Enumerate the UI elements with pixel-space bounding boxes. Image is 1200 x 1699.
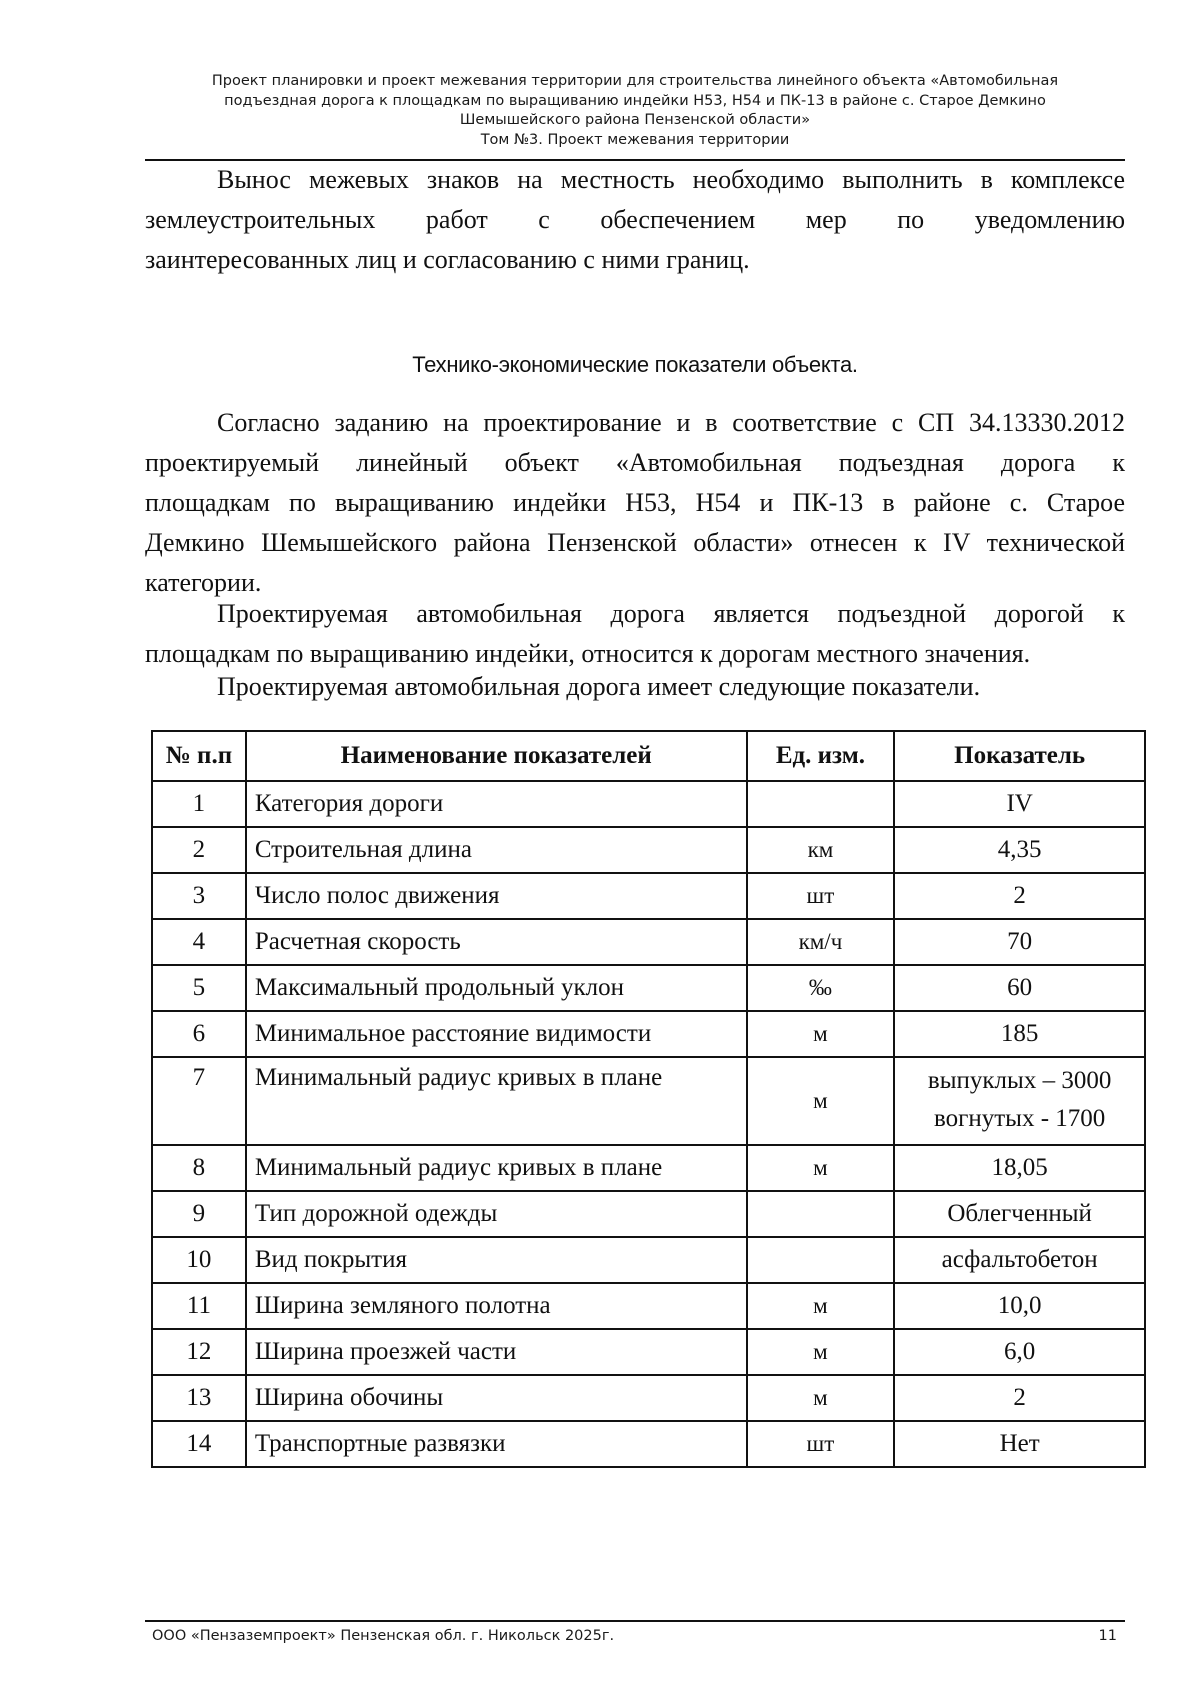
text-line: заинтересованных лиц и согласованию с ними границ. xyxy=(145,245,750,274)
row-name: Ширина обочины xyxy=(246,1375,747,1421)
footer-company: ООО «Пензаземпроект» Пензенская обл. г. Никольск 2025г. xyxy=(152,1628,615,1644)
paragraph-2 xyxy=(145,594,1125,674)
table-row xyxy=(152,1283,1145,1329)
header-line: Том №3. Проект межевания территории xyxy=(480,131,790,148)
row-value: Облегченный xyxy=(894,1191,1145,1237)
header-cell-unit: Ед. изм. xyxy=(747,731,895,781)
page-number: 11 xyxy=(1098,1628,1117,1644)
table-row xyxy=(152,1329,1145,1375)
row-unit: км xyxy=(747,827,895,873)
row-value: 4,35 xyxy=(894,827,1145,873)
row-name: Ширина проезжей части xyxy=(246,1329,747,1375)
text-line: площадкам по выращиванию индейки Н53, Н54 и ПК-13 в районе с. Старое xyxy=(145,488,1125,517)
text-line: Демкино Шемышейского района Пензенской области» отнесен к IV технической xyxy=(145,528,1125,557)
row-number: 5 xyxy=(152,965,246,1011)
row-name: Категория дороги xyxy=(246,781,747,827)
text-line: Согласно заданию на проектирование и в соответствие с СП 34.13330.2012 xyxy=(217,408,1125,437)
row-value: 2 xyxy=(894,1375,1145,1421)
table-header-row xyxy=(152,731,1145,781)
header-line: Проект планировки и проект межевания территории для строительства линейного объекта «Автомобильная xyxy=(211,73,1059,89)
row-number: 8 xyxy=(152,1145,246,1191)
row-number: 13 xyxy=(152,1375,246,1421)
row-value xyxy=(894,1057,1145,1145)
row-name: Ширина земляного полотна xyxy=(246,1283,747,1329)
header-cell-value: Показатель xyxy=(894,731,1145,781)
row-unit: м xyxy=(747,1011,895,1057)
row-name: Транспортные развязки xyxy=(246,1421,747,1467)
row-value: асфальтобетон xyxy=(894,1237,1145,1283)
row-name: Тип дорожной одежды xyxy=(246,1191,747,1237)
paragraph-3 xyxy=(145,667,1125,707)
row-name: Максимальный продольный уклон xyxy=(246,965,747,1011)
header-line: Шемышейского района Пензенской области» xyxy=(459,112,811,128)
row-name: Минимальный радиус кривых в плане xyxy=(246,1057,747,1145)
table-row xyxy=(152,1011,1145,1057)
header-cell-number: № п.п xyxy=(152,731,246,781)
row-name: Минимальное расстояние видимости xyxy=(246,1011,747,1057)
row-unit: ‰ xyxy=(747,965,895,1011)
page-header xyxy=(145,72,1125,150)
table-row xyxy=(152,1375,1145,1421)
row-number: 12 xyxy=(152,1329,246,1375)
row-unit: шт xyxy=(747,1421,895,1467)
row-value: 2 xyxy=(894,873,1145,919)
indicators-table xyxy=(151,730,1146,1468)
row-name: Минимальный радиус кривых в плане xyxy=(246,1145,747,1191)
row-unit: м xyxy=(747,1283,895,1329)
row-unit: м xyxy=(747,1057,895,1145)
section-title: Технико-экономические показатели объекта. xyxy=(412,352,858,377)
table-row xyxy=(152,1421,1145,1467)
paragraph-1 xyxy=(145,403,1125,603)
row-name: Строительная длина xyxy=(246,827,747,873)
row-value: 18,05 xyxy=(894,1145,1145,1191)
row-number: 14 xyxy=(152,1421,246,1467)
row-unit xyxy=(747,1191,895,1237)
value-line: выпуклых – 3000 xyxy=(927,1067,1112,1094)
header-line: подъездная дорога к площадкам по выращиванию индейки Н53, Н54 и ПК-13 в районе с. Старое Демкино xyxy=(224,92,1046,109)
table-row xyxy=(152,1191,1145,1237)
row-unit xyxy=(747,1237,895,1283)
row-name: Число полос движения xyxy=(246,873,747,919)
row-name: Вид покрытия xyxy=(246,1237,747,1283)
text-line: Проектируемая автомобильная дорога имеет следующие показатели. xyxy=(217,672,981,701)
text-line: Вынос межевых знаков на местность необходимо выполнить в комплексе xyxy=(217,165,1125,194)
row-number: 11 xyxy=(152,1283,246,1329)
table-row xyxy=(152,827,1145,873)
row-value: Нет xyxy=(894,1421,1145,1467)
header-cell-name: Наименование показателей xyxy=(246,731,747,781)
row-number: 10 xyxy=(152,1237,246,1283)
row-number: 1 xyxy=(152,781,246,827)
table-row xyxy=(152,965,1145,1011)
table-row xyxy=(152,919,1145,965)
row-name: Расчетная скорость xyxy=(246,919,747,965)
row-number: 9 xyxy=(152,1191,246,1237)
text-line: проектируемый линейный объект «Автомобильная подъездная дорога к xyxy=(145,448,1125,477)
row-unit: м xyxy=(747,1329,895,1375)
row-value: 10,0 xyxy=(894,1283,1145,1329)
table-row xyxy=(152,781,1145,827)
row-value: 60 xyxy=(894,965,1145,1011)
row-unit: км/ч xyxy=(747,919,895,965)
row-value: 6,0 xyxy=(894,1329,1145,1375)
table-row xyxy=(152,1145,1145,1191)
row-unit: м xyxy=(747,1145,895,1191)
footer-divider xyxy=(145,1620,1125,1622)
row-number: 7 xyxy=(152,1057,246,1145)
row-value: 185 xyxy=(894,1011,1145,1057)
value-line: вогнутых - 1700 xyxy=(933,1105,1106,1132)
table-row xyxy=(152,1057,1145,1145)
row-unit: м xyxy=(747,1375,895,1421)
row-number: 6 xyxy=(152,1011,246,1057)
row-unit: шт xyxy=(747,873,895,919)
page-footer xyxy=(152,1628,1117,1644)
text-line: площадкам по выращиванию индейки, относится к дорогам местного значения. xyxy=(145,639,1031,668)
text-line: категории. xyxy=(145,568,262,597)
text-line: землеустроительных работ с обеспечением мер по уведомлению xyxy=(145,205,1125,234)
row-number: 3 xyxy=(152,873,246,919)
row-unit xyxy=(747,781,895,827)
table-row xyxy=(152,1237,1145,1283)
intro-paragraph xyxy=(145,160,1125,280)
row-number: 4 xyxy=(152,919,246,965)
row-value: 70 xyxy=(894,919,1145,965)
table-row xyxy=(152,873,1145,919)
row-value: IV xyxy=(894,781,1145,827)
row-number: 2 xyxy=(152,827,246,873)
text-line: Проектируемая автомобильная дорога является подъездной дорогой к xyxy=(217,599,1125,628)
